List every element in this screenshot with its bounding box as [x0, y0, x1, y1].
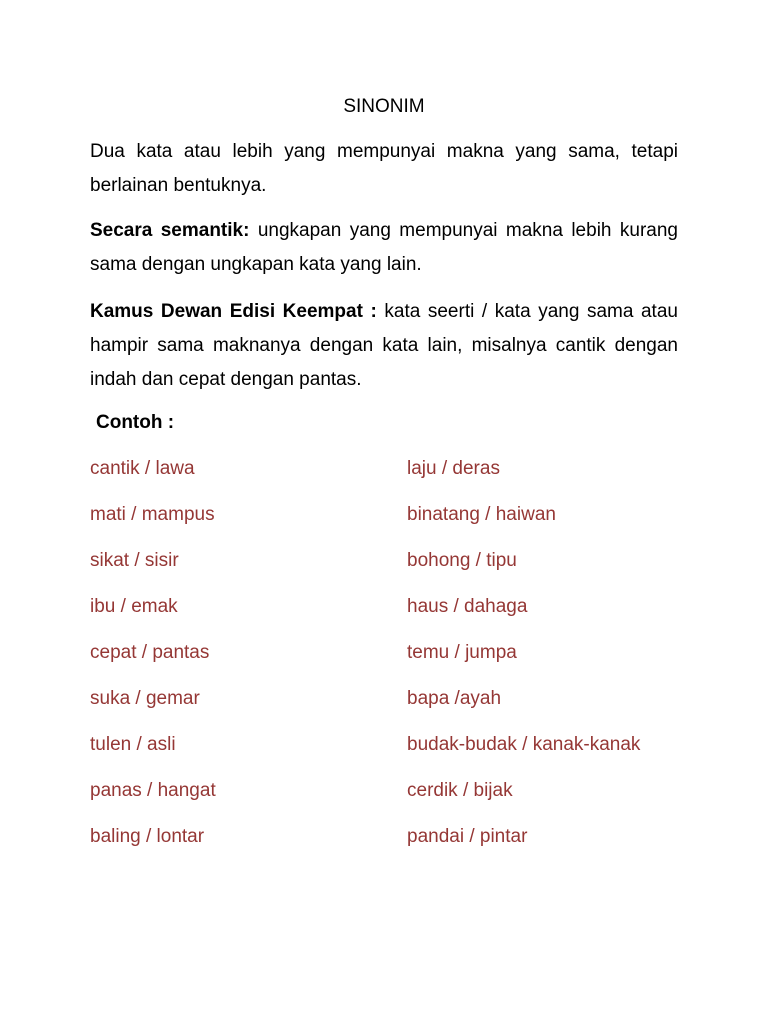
synonym-row [90, 593, 678, 639]
synonym-pair-right: pandai / pintar [407, 826, 528, 847]
synonym-row [90, 639, 678, 685]
document-title: SINONIM [343, 96, 425, 117]
synonym-pair-left: mati / mampus [90, 504, 215, 525]
synonym-pair-right: bohong / tipu [407, 550, 517, 571]
dictionary-paragraph [90, 295, 678, 397]
definition-text: Dua kata atau lebih yang mempunyai makna yang sama, tetapi berlainan bentuknya. [90, 141, 678, 196]
synonym-pair-left: cantik / lawa [90, 458, 195, 479]
synonym-row [90, 547, 678, 593]
synonym-row [90, 501, 678, 547]
synonym-pair-right: temu / jumpa [407, 642, 517, 663]
synonym-pair-left: sikat / sisir [90, 550, 179, 571]
synonym-pair-right: cerdik / bijak [407, 780, 513, 801]
synonym-pair-left: baling / lontar [90, 826, 205, 847]
semantic-label: Secara semantik: [90, 220, 250, 241]
synonym-pair-right: budak-budak / kanak-kanak [407, 734, 641, 755]
synonym-pair-left: tulen / asli [90, 734, 176, 755]
semantic-paragraph [90, 214, 678, 282]
dictionary-text: kata seerti / kata yang sama atau hampir sama maknanya dengan kata lain, misalnya cantik dengan indah dan cepat dengan pantas. [90, 301, 678, 390]
synonym-pair-right: haus / dahaga [407, 596, 528, 617]
synonym-pair-left: cepat / pantas [90, 642, 210, 663]
synonym-row [90, 455, 678, 501]
synonym-pair-right: binatang / haiwan [407, 504, 556, 525]
synonym-row [90, 685, 678, 731]
semantic-text: ungkapan yang mempunyai makna lebih kurang sama dengan ungkapan kata yang lain. [90, 220, 678, 275]
synonym-row [90, 777, 678, 823]
synonym-pair-right: laju / deras [407, 458, 500, 479]
synonym-pair-left: suka / gemar [90, 688, 200, 709]
synonym-pair-left: ibu / emak [90, 596, 178, 617]
synonym-pair-left: panas / hangat [90, 780, 216, 801]
synonym-pair-right: bapa /ayah [407, 688, 502, 709]
example-heading: Contoh : [96, 412, 175, 433]
dictionary-label: Kamus Dewan Edisi Keempat : [90, 301, 377, 322]
synonym-row [90, 731, 678, 777]
synonym-row [90, 823, 678, 869]
definition-paragraph [90, 135, 678, 203]
synonym-list [90, 455, 678, 869]
